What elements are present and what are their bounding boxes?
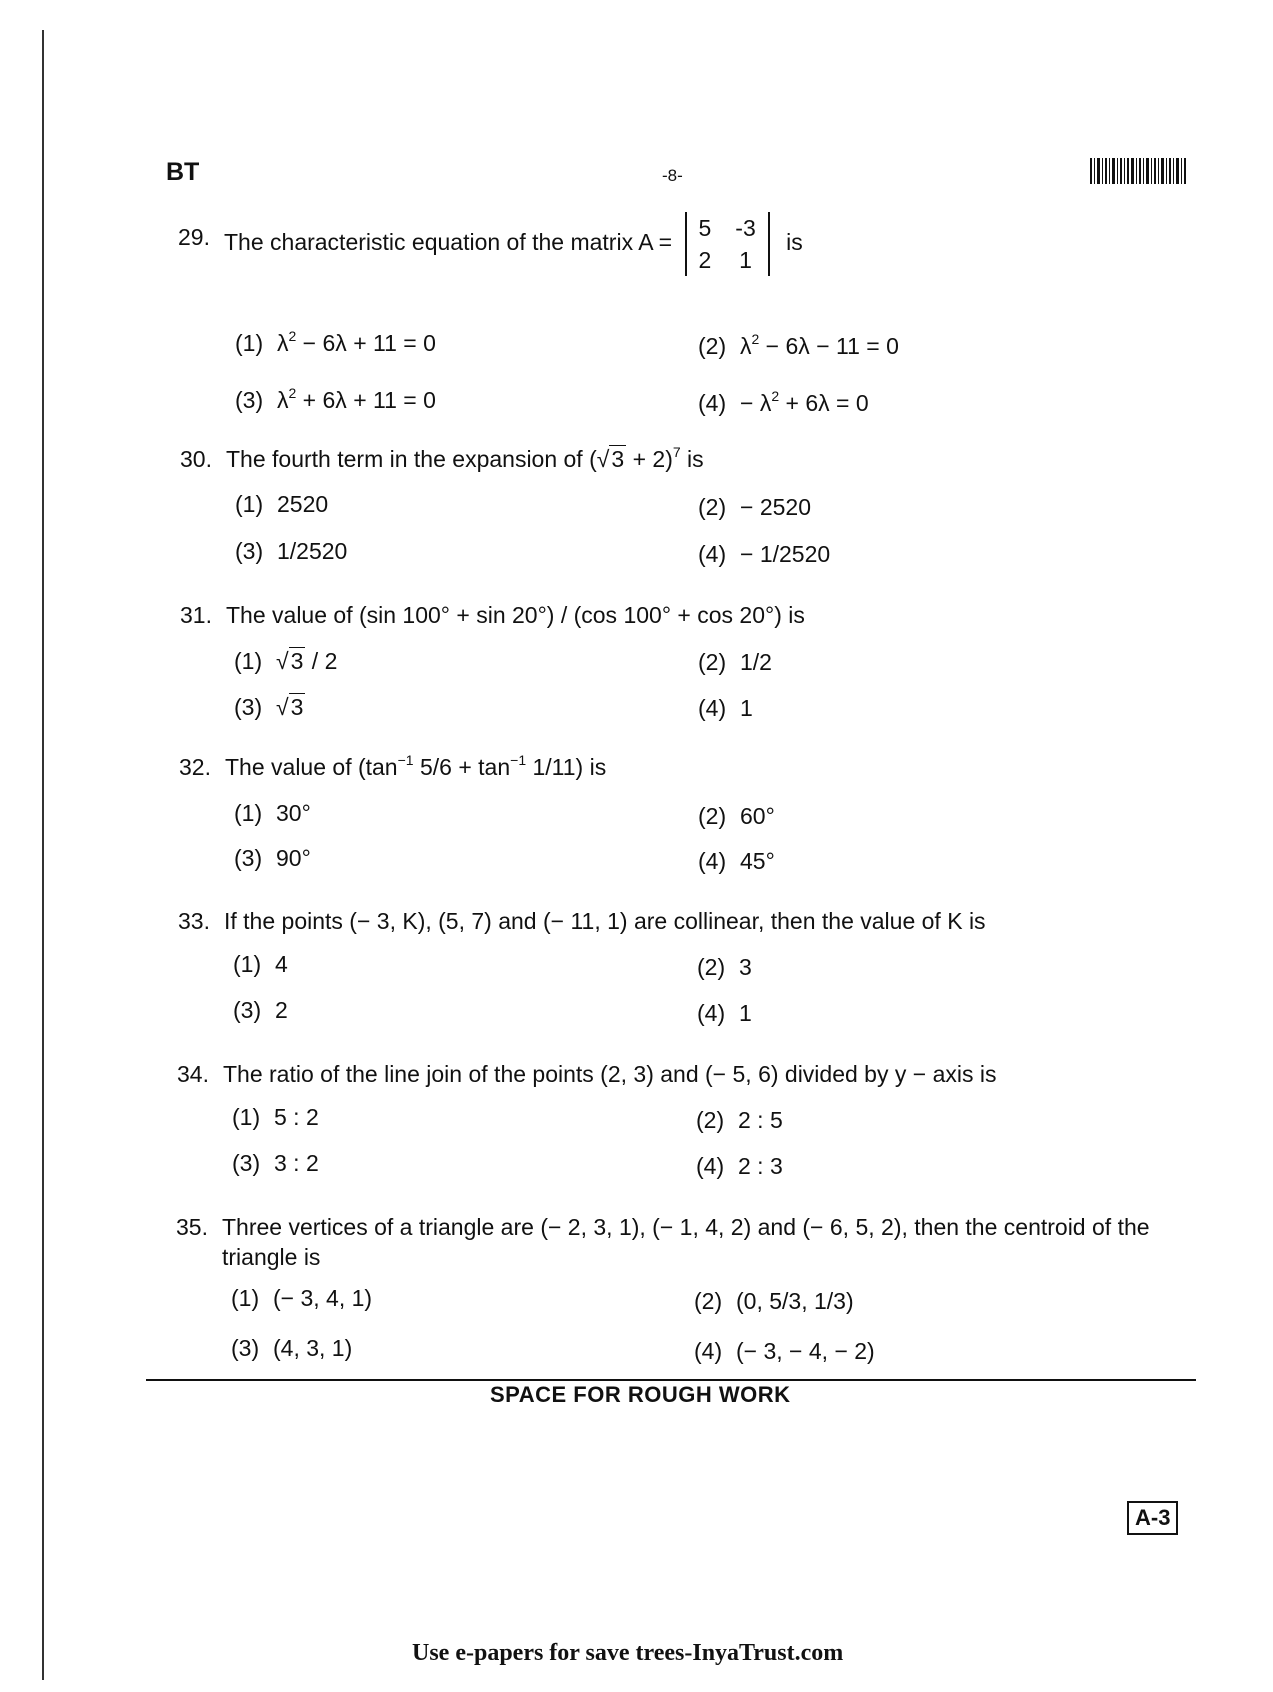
option-30-1[interactable]: (1) 2520 — [235, 491, 329, 517]
sqrt-icon: √3 — [276, 694, 304, 720]
rough-work-label: SPACE FOR ROUGH WORK — [490, 1382, 791, 1407]
page-number: -8- — [662, 166, 683, 185]
set-code-box: A-3 — [1127, 1501, 1178, 1535]
question-stem: The value of ($\tan^{-1}$ $5/6 + \tan^{-1} 1/11$) is — [225, 752, 607, 780]
question-number: 33. — [178, 908, 210, 934]
option-33-4[interactable]: (4) 1 — [697, 1000, 752, 1026]
option-30-2[interactable]: (2) − 2520 — [698, 494, 811, 520]
option-29-4[interactable]: $(4) - \lambda^2 + 6\lambda = 0$ — [698, 388, 869, 416]
option-29-2[interactable]: (2) $\lambda^2 - 6\lambda - 11 = 0$ — [698, 331, 899, 359]
option-31-4[interactable]: (4) 1 — [698, 695, 753, 721]
option-34-2[interactable]: (2) 2 : 5 — [696, 1107, 783, 1133]
rough-work-divider — [146, 1379, 1196, 1381]
option-29-1[interactable]: (1) $\lambda^2 - 6\lambda + 11 = 0$ — [235, 328, 436, 356]
option-32-4[interactable]: (4) 45° — [698, 848, 775, 874]
sqrt-icon: √3 — [596, 446, 625, 472]
option-31-1[interactable]: (1) √3 / 2 — [234, 648, 338, 674]
sqrt-icon: √3 — [276, 648, 304, 674]
option-35-2[interactable]: (2) (0, 5/3, 1/3) — [694, 1288, 854, 1314]
booklet-code: BT — [166, 158, 200, 186]
option-31-3[interactable]: (3) √3 — [234, 694, 304, 720]
option-29-3[interactable]: (3) $\lambda^2 + 6\lambda + 11 = 0$ — [235, 385, 436, 413]
question-stem: Three vertices of a triangle are (− 2, 3, 1), (− 1, 4, 2) and (− 6, 5, 2), then the centroid of the triangle is — [222, 1214, 1150, 1270]
option-31-2[interactable]: (2) 1/2 — [698, 649, 772, 675]
option-32-2[interactable]: (2) 60° — [698, 803, 775, 829]
question-number: 31. — [180, 602, 212, 628]
question-stem: If the points (− 3, K), (5, 7) and (− 11, 1) are collinear, then the value of K is — [224, 908, 986, 934]
question-number: 29. — [178, 224, 210, 250]
question-stem: The ratio of the line join of the points (2, 3) and (− 5, 6) divided by y − axis is — [223, 1061, 997, 1087]
question-number: 34. — [177, 1061, 209, 1087]
question-number: 32. — [179, 754, 211, 780]
option-35-1[interactable]: (1) (− 3, 4, 1) — [231, 1285, 373, 1311]
option-34-4[interactable]: (4) 2 : 3 — [696, 1153, 783, 1179]
question-number: 30. — [180, 446, 212, 472]
option-30-3[interactable]: (3) 1/2520 — [235, 538, 348, 564]
matrix: 5 -3 2 1 — [685, 212, 770, 276]
question-stem: The value of (sin 100° + sin 20°) / (cos 100° + cos 20°) is — [226, 602, 805, 628]
option-35-3[interactable]: (3) (4, 3, 1) — [231, 1335, 353, 1361]
option-33-1[interactable]: (1) 4 — [233, 951, 288, 977]
option-30-4[interactable]: (4) − 1/2520 — [698, 541, 831, 567]
question-stem: The fourth term in the expansion of $(√3 + 2)^7$ is — [226, 444, 704, 472]
option-34-3[interactable]: (3) 3 : 2 — [232, 1150, 319, 1176]
barcode-icon — [1090, 158, 1186, 184]
footer-text: Use e-papers for save trees-InyaTrust.com — [412, 1640, 844, 1666]
option-34-1[interactable]: (1) 5 : 2 — [232, 1104, 319, 1130]
option-33-3[interactable]: (3) 2 — [233, 997, 288, 1023]
option-35-4[interactable]: (4) (− 3, − 4, − 2) — [694, 1338, 875, 1364]
option-32-1[interactable]: (1) 30° — [234, 800, 311, 826]
option-32-3[interactable]: (3) 90° — [234, 845, 311, 871]
option-33-2[interactable]: (2) 3 — [697, 954, 752, 980]
question-number: 35. — [176, 1214, 208, 1240]
question-stem: The characteristic equation of the matrix A = 5 -3 2 1 is — [224, 212, 1154, 276]
margin-line — [42, 30, 44, 1680]
